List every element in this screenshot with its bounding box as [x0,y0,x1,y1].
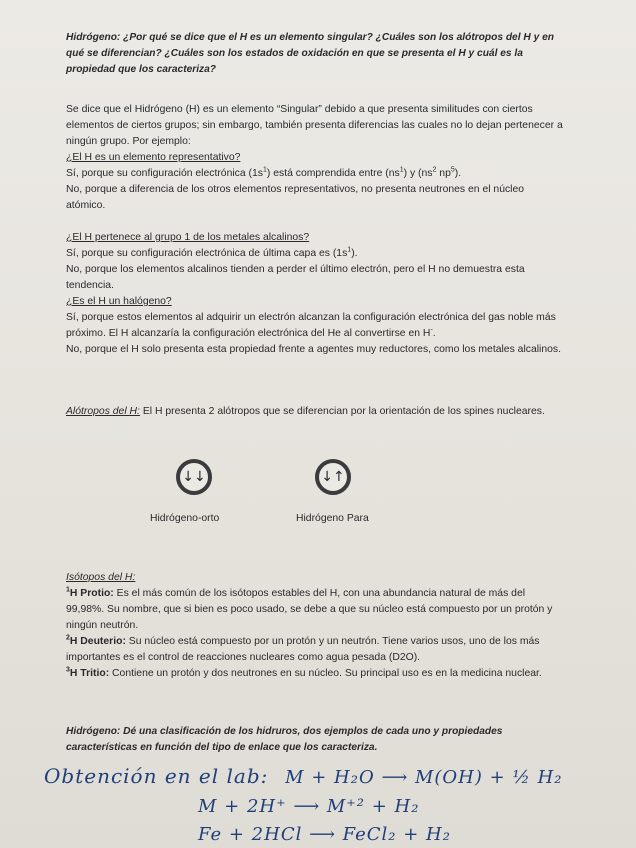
representative-no: No, porque a diferencia de los otros elementos representativos, no presenta neutrones en el núcleo atómico. [66,184,525,211]
section-isotopes [66,570,566,682]
isotope-protio: $^1$H Protio: Es el más común de los isótopos estables del H, con una abundancia natural de más del 99,98%. Su nombre, que si bien es poco usado, se debe a que su núcleo está compuesto por un protón y ningún neutrón. [66,586,553,631]
isotope-deuterio: $^2$H Deuterio: Su núcleo está compuesto por un protón y un neutrón. Tiene varios usos, uno de los más importantes es el control de reacciones nucleares como agua pesada (D2O). [66,634,540,663]
handwritten-eq-1: M + H₂O ⟶ M(OH) + ½ H₂ [285,767,563,788]
section-alkali [66,230,566,294]
ortho-label: Hidrógeno-orto [150,513,220,524]
handwritten-line-2: M + 2H⁺ ⟶ M⁺² + H₂ [198,796,420,817]
halogen-heading: ¿Es el H un halógeno? [66,296,172,307]
section-allotropes [66,404,566,420]
question-1 [66,30,566,78]
representative-yes: Sí, porque su configuración electrónica $(1s^1)$ está comprendida entre $(ns^1)$ y ($ns^2$ $np^5$). [66,166,462,179]
allotropes-lead: Alótropos del H: [66,406,140,417]
allotropes-text: El H presenta 2 alótropos que se diferencian por la orientación de los spines nucleares. [139,406,545,417]
halogen-yes: Sí, porque estos elementos al adquirir un electrón alcanzan la configuración electrónica del gas noble más próximo. El H alcanzaría la configuración electrónica del He al convertirse en H-. [66,312,556,339]
intro-paragraph: Se dice que el Hidrógeno (H) es un elemento “Singular” debido a que presenta similitudes con ciertos elementos de ciertos grupos; sin embargo, también presenta diferencias las cuales no lo dejan pertenecer a ningún grupo. Por ejemplo: [66,104,563,147]
ortho-spin-icon: ↓↓ [176,459,212,495]
alkali-yes: Sí, porque su configuración electrónica de última capa es $(1s^1)$. [66,246,358,259]
alkali-heading: ¿El H pertenece al grupo 1 de los metales alcalinos? [66,232,310,243]
question-2: Hidrógeno: Dé una clasificación de los hidruros, dos ejemplos de cada uno y propiedades características en función del tipo de enlace que los caracteriza. [66,726,503,753]
para-label: Hidrógeno Para [296,513,369,524]
section-representative [66,150,566,214]
representative-heading: ¿El H es un elemento representativo? [66,152,241,163]
handwritten-line-3: Fe + 2HCl ⟶ FeCl₂ + H₂ [198,824,451,845]
isotope-tritio: $^3$H Tritio: Contiene un protón y dos neutrones en su núcleo. Su principal uso es en la medicina nuclear. [66,666,542,679]
alkali-no: No, porque los elementos alcalinos tienden a perder el último electrón, pero el H no demuestra esta tendencia. [66,264,525,291]
handwritten-line-1 [44,764,604,788]
isotopes-heading: Isótopos del H: [66,572,136,583]
para-spin-icon: ↓↑ [315,459,351,495]
question-1-text: ¿Por qué se dice que el H es un elemento singular? ¿Cuáles son los alótropos del H y en qué se diferencian? ¿Cuáles son los estados de oxidación en que se presenta el H y cuál es la propiedad que los caracteriza? [66,32,554,75]
section-halogen [66,294,566,358]
question-1-lead: Hidrógeno: [66,32,121,43]
handwritten-label: Obtención en el lab: [44,764,269,788]
halogen-no: No, porque el H solo presenta esta propiedad frente a agentes muy reductores, como los metales alcalinos. [66,344,561,355]
